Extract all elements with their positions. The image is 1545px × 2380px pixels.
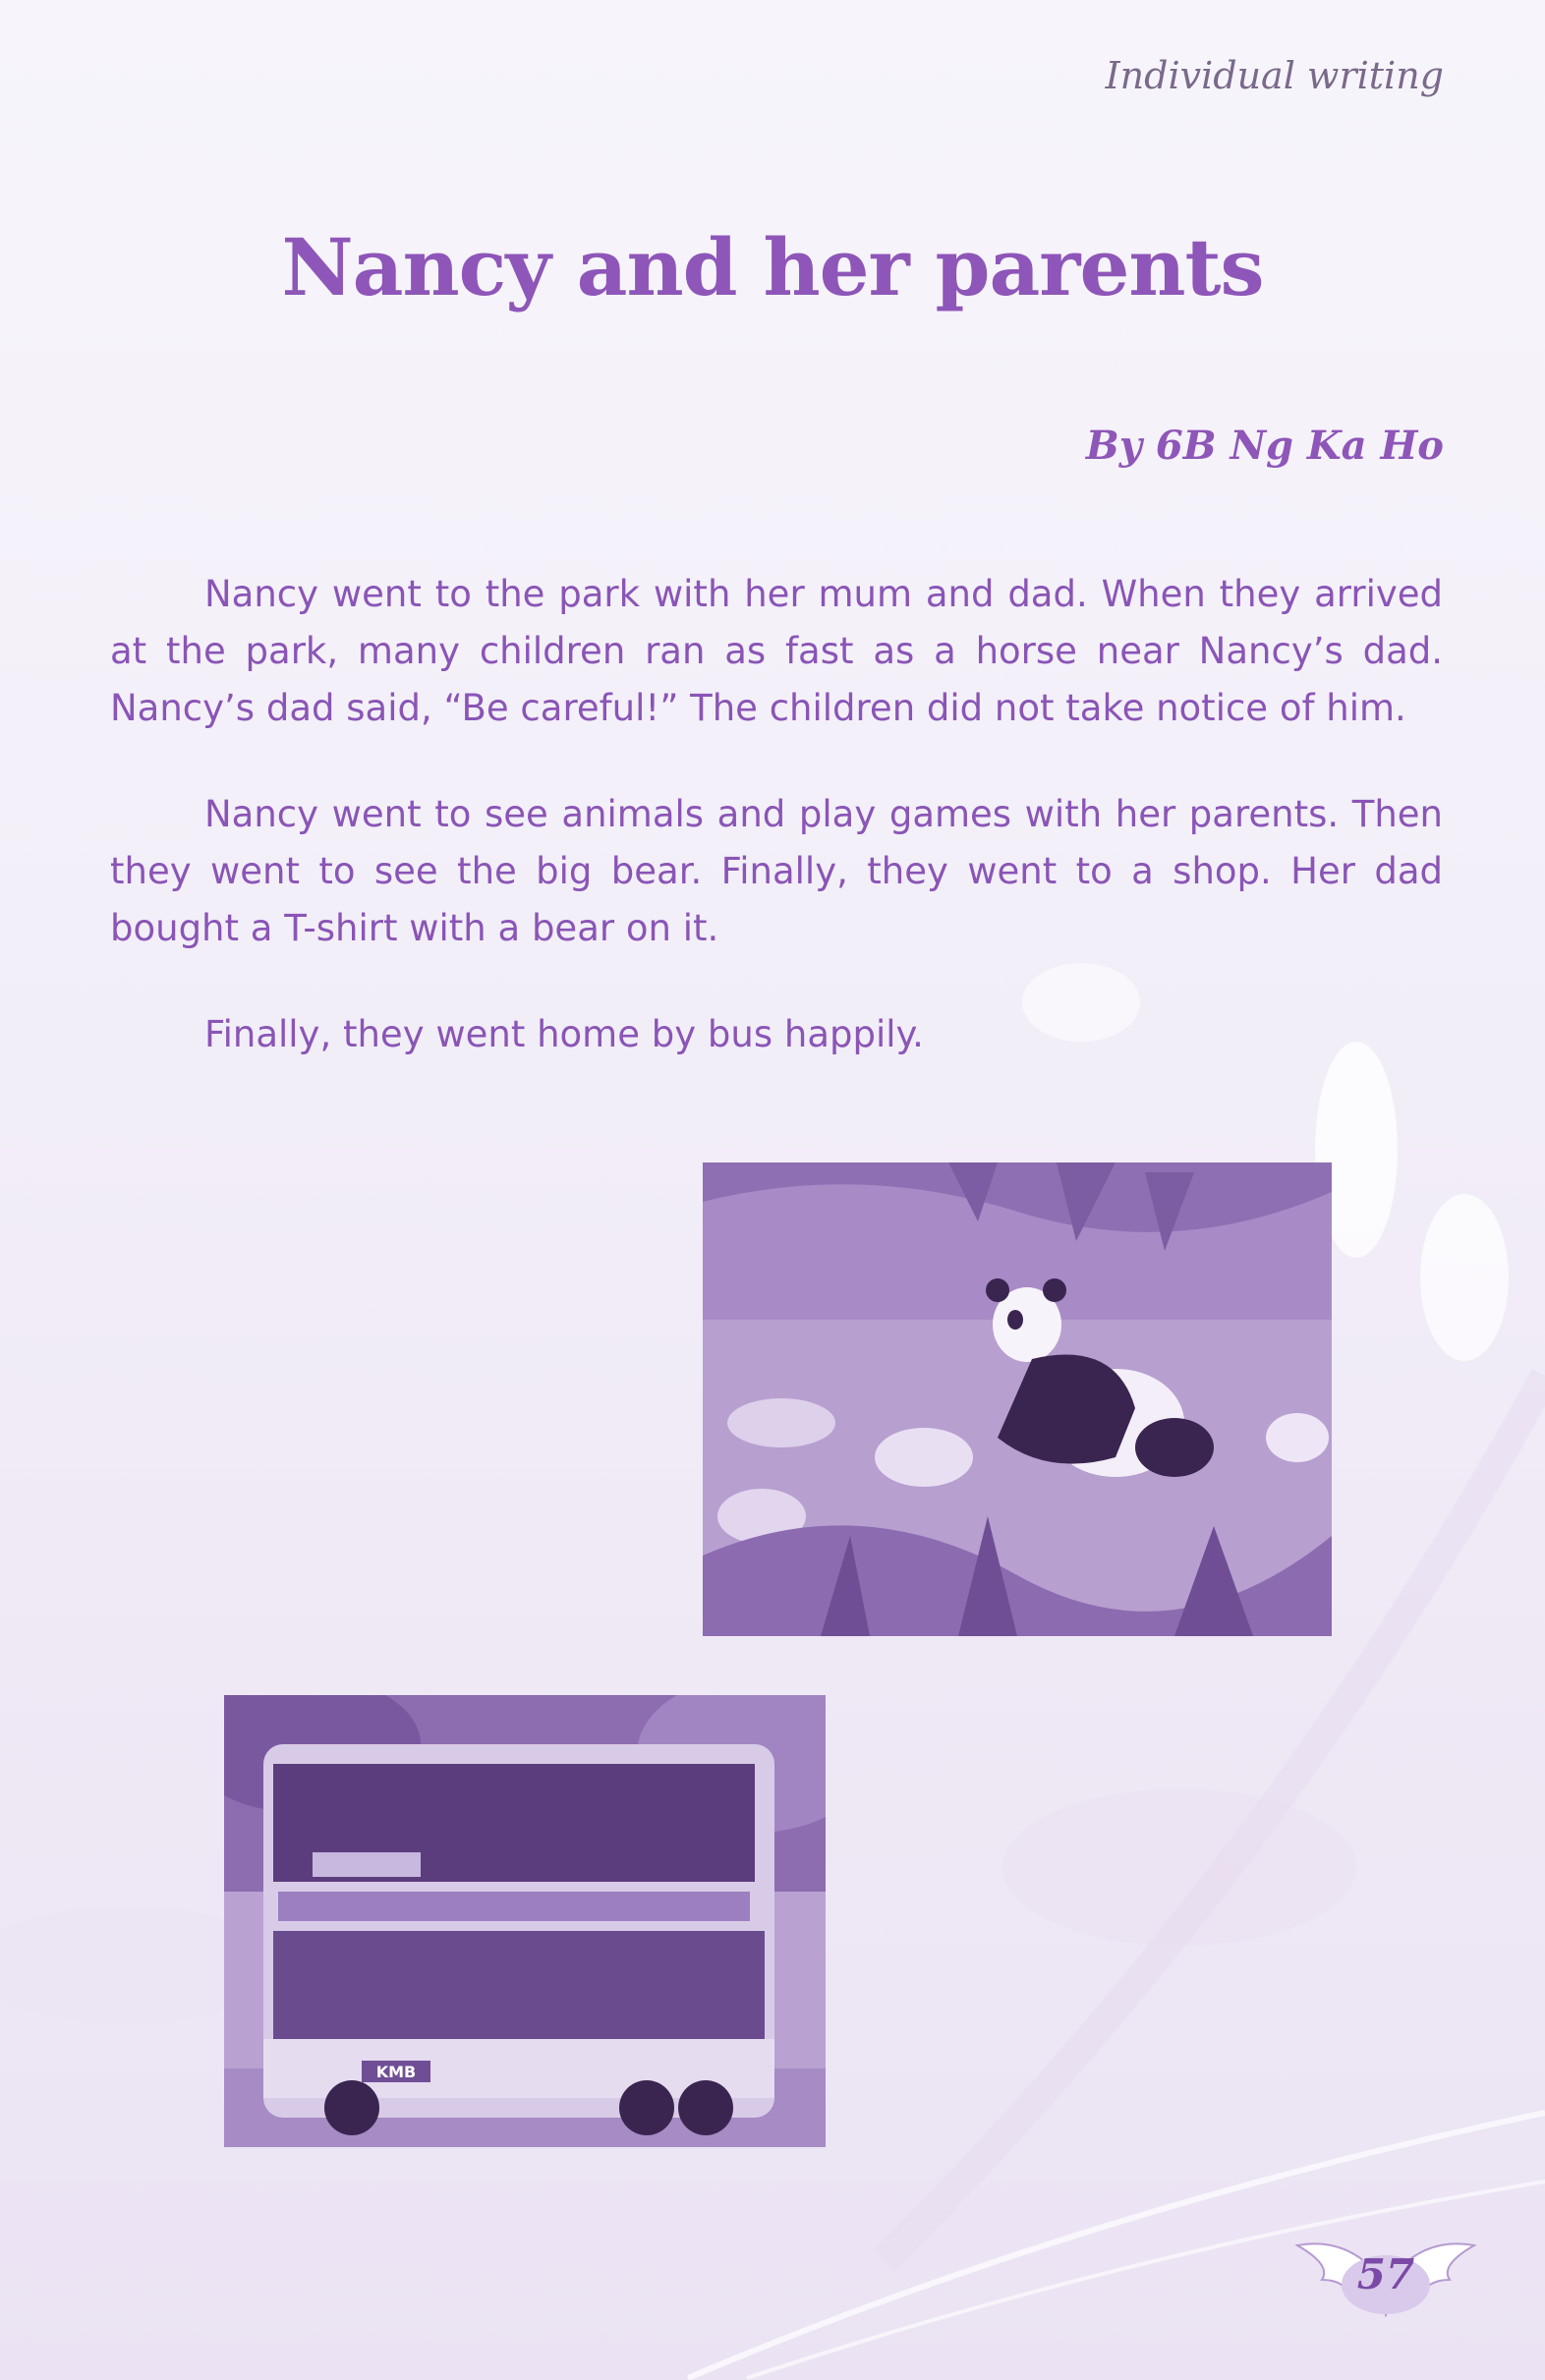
page-number-badge: [1292, 2226, 1479, 2334]
paragraph-1: Nancy went to the park with her mum and dad. When they arrived at the park, many children ran as fast as a horse near Nancy’s dad. Nancy’s dad said, “Be careful!” The children did not take notice of him.: [110, 573, 1443, 729]
article-body: [110, 566, 1443, 1112]
bus-photo: [224, 1695, 826, 2147]
section-label: Individual writing: [1105, 54, 1444, 97]
paragraph-3: Finally, they went home by bus happily.: [204, 1013, 924, 1055]
bus-logo-text: KMB: [375, 2063, 417, 2081]
article-byline: By 6B Ng Ka Ho: [1085, 423, 1444, 469]
page-number: 57: [1356, 2250, 1415, 2298]
paragraph-2: Nancy went to see animals and play games with her parents. Then they went to see the big bear. Finally, they went to a shop. Her dad bought a T-shirt with a bear on it.: [110, 793, 1443, 949]
panda-photo: [703, 1162, 1332, 1636]
article-title: Nancy and her parents: [281, 221, 1264, 313]
